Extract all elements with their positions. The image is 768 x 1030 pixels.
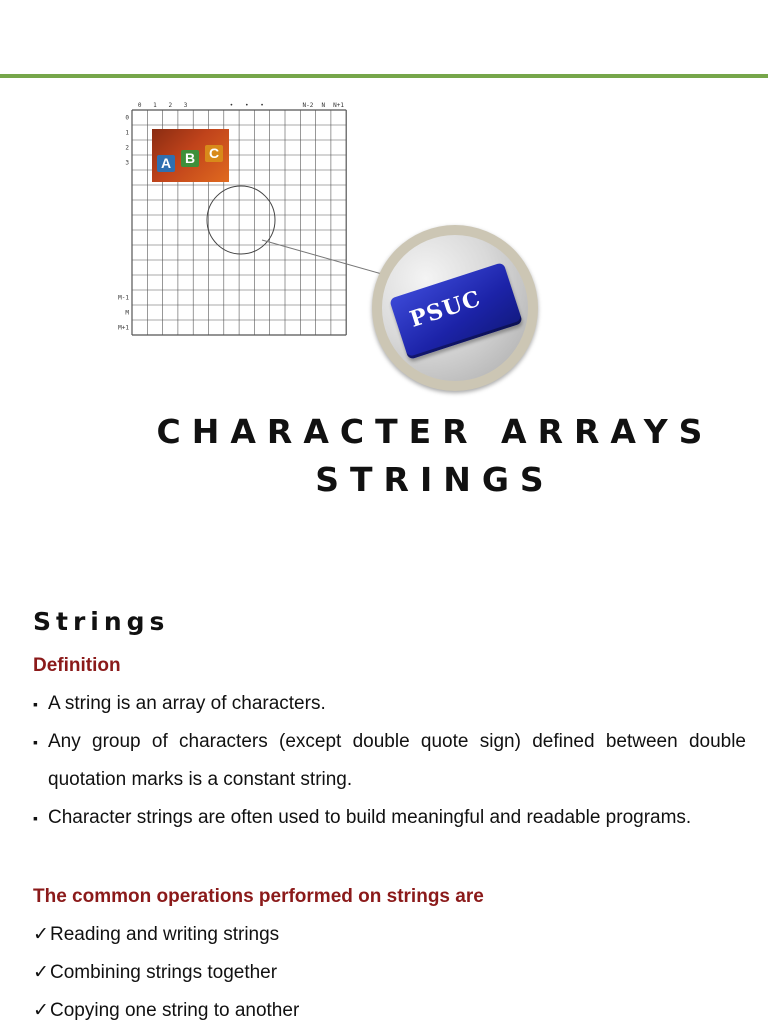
grid-left-label: 3 <box>125 159 129 167</box>
operations-label: The common operations performed on strings are <box>33 886 484 907</box>
slide-title-line1: CHARACTER ARRAYS <box>156 412 714 451</box>
block-c: C <box>205 145 223 162</box>
block-b: B <box>181 150 199 167</box>
grid-top-label: • <box>244 102 249 109</box>
list-item <box>33 992 746 1030</box>
block-a: A <box>157 155 175 172</box>
grid-top-label: • <box>260 102 264 109</box>
grid-top-label: 0 <box>137 102 142 109</box>
grid-top-label: 3 <box>183 102 188 109</box>
psuc-key <box>389 262 523 360</box>
checkmark-icon: ✓ <box>33 1000 49 1021</box>
grid-left-label: M+1 <box>118 324 129 332</box>
grid-illustration <box>110 98 360 338</box>
definition-list <box>33 685 746 837</box>
list-item: ▪ A string is an array of characters. <box>33 685 746 723</box>
grid-left-label: M <box>125 309 129 317</box>
section-heading: Strings <box>33 607 170 636</box>
psuc-key-label: PSUC <box>406 285 485 333</box>
grid-top-label: N-2 <box>302 102 314 109</box>
grid-left-label: 1 <box>125 129 129 137</box>
list-item <box>33 916 746 954</box>
character-grid <box>110 98 360 338</box>
grid-top-label: 2 <box>168 102 173 109</box>
operation-text: Reading and writing strings <box>50 924 280 945</box>
grid-top-label: N+1 <box>333 102 344 109</box>
keyboard-closeup <box>382 235 528 381</box>
operation-text: Copying one string to another <box>50 1000 300 1021</box>
abc-blocks-image <box>152 129 229 182</box>
zoom-lens <box>372 225 538 391</box>
checkmark-icon: ✓ <box>33 924 49 945</box>
checkmark-icon: ✓ <box>33 962 49 983</box>
definition-label: Definition <box>33 655 121 676</box>
list-item: ▪ Character strings are often used to build meaningful and readable programs. <box>33 799 746 837</box>
grid-left-label: M-1 <box>118 294 129 302</box>
grid-left-label: 0 <box>125 114 129 122</box>
list-item: ▪ Any group of characters (except double quote sign) defined between double quotation marks is a constant string. <box>33 723 746 799</box>
header-divider <box>0 74 768 78</box>
grid-top-label: • <box>229 102 234 109</box>
operations-list <box>33 916 746 1030</box>
operation-text: Combining strings together <box>50 962 278 983</box>
grid-left-label: 2 <box>125 144 129 152</box>
list-item <box>33 954 746 992</box>
magnifier-circle <box>207 186 275 254</box>
grid-top-label: N <box>321 102 326 109</box>
grid-top-label: 1 <box>153 102 157 109</box>
slide-title-line2: STRINGS <box>315 460 555 499</box>
